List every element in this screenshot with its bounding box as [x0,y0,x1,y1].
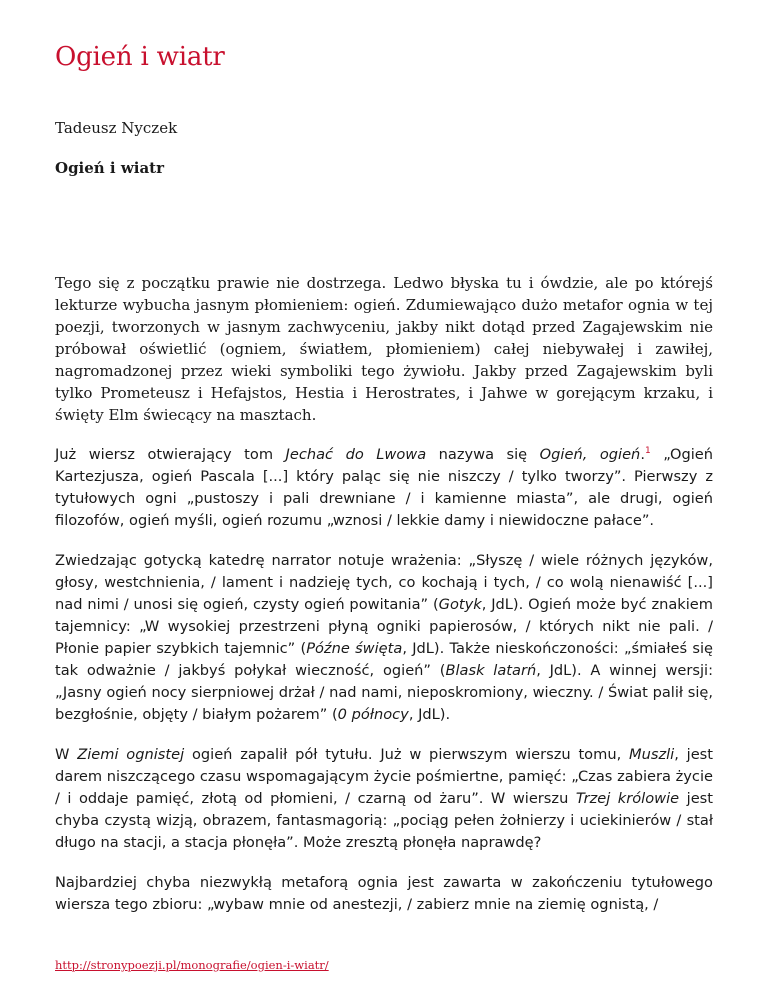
poem-title: Muszli [629,746,675,763]
book-title: Jechać do Lwowa [285,446,427,463]
paragraph-2: Już wiersz otwierający tom Jechać do Lwowa nazywa się Ogień, ogień.$^1$ „Ogień Kartezjusza, ogień Pascala [...] który paląc się nie niszczy / tylko tworzy”. Pierwszy z tytułowych ogni „pustoszy i pali drewniane / i kamienne miasta”, ale drugi, ogień filozofów, ogień myśli, ogień rozumu „wznosi / lekkie damy i niewidoczne pałace”. [55,446,713,529]
poem-title: 0 północy [337,706,409,723]
book-title: Ziemi ognistej [77,746,185,763]
paragraph-1: Tego się z początku prawie nie dostrzega. Ledwo błyska tu i ówdzie, ale po którejś lekturze wybucha jasnym płomieniem: ogień. Zdumiewająco dużo metafor ognia w tej poezji, tworzonych w jasnym zachwyceniu, jakby nikt dotąd przed Zagajewskim nie próbował oświetlić (ogniem, światłem, płomieniem) całej niebywałej i zawiłej, nagromadzonej przez wieki symboliki tego żywiołu. Jakby przed Zagajewskim byli tylko Prometeusz i Hefajstos, Hestia i Herostrates, i Jahwe w gorejącym krzaku, i święty Elm świecący na masztach. [55,274,713,424]
paragraph-4: W Ziemi ognistej ogień zapalił pół tytułu. Już w pierwszym wierszu tomu, Muszli, jest darem niszczącego czasu wspomagającym życie pośmiertne, pamięć: „Czas zabiera życie / i oddaje pamięć, złotą od płomieni, / czarną od żaru”. W wierszu Trzej królowie jest chyba czystą wizją, obrazem, fantasmagorią: „pociąg pełen żołnierzy i uciekinierów / stał długo na stacji, a stacja płonęła”. Może zresztą płonęła naprawdę? [55,746,714,851]
poem-title: Późne święta [306,640,403,657]
page-title: Ogień i wiatr [55,42,225,72]
author-name: Tadeusz Nyczek [55,119,178,137]
poem-title: Ogień, ogień [539,446,641,463]
article-body [55,272,713,934]
paragraph-3: Zwiedzając gotycką katedrę narrator notuje wrażenia: „Słyszę / wiele różnych języków, głosy, westchnienia, / lament i nadzieję tych, co kochają i tych, / co wolą nienawiść [...] nad nimi / unosi się ogień, czysty ogień powitania” (Gotyk, JdL). Ogień może być znakiem tajemnicy: „W wysokiej przestrzeni płyną ogniki papierosów, / których nikt nie pali. / Płonie papier szybkich tajemnic” (Późne święta, JdL). Także nieskończoności: „śmiałeś się tak odważnie / jakbyś połykał wieczność, ogień” (Blask latarń, JdL). A winnej wersji: „Jasny ogień nocy sierpniowej drżał / nad nami, nieposkromiony, wieczny. / Świat palił się, bezgłośnie, objęty / białym pożarem” (0 północy, JdL). [55,552,713,723]
article-subtitle: Ogień i wiatr [55,159,165,177]
paragraph-5: Najbardziej chyba niezwykłą metaforą ognia jest zawarta w zakończeniu tytułowego wiersza tego zbioru: „wybaw mnie od anestezji, / zabierz mnie na ziemię ognistą, / [55,874,713,913]
poem-title: Gotyk [438,596,482,613]
footnote-link[interactable]: 1 [644,446,651,457]
poem-title: Trzej królowie [575,790,680,807]
poem-title: Blask latarń [445,662,537,679]
source-url-link[interactable]: http://stronypoezji.pl/monografie/ogien-i-wiatr/ [55,958,329,972]
